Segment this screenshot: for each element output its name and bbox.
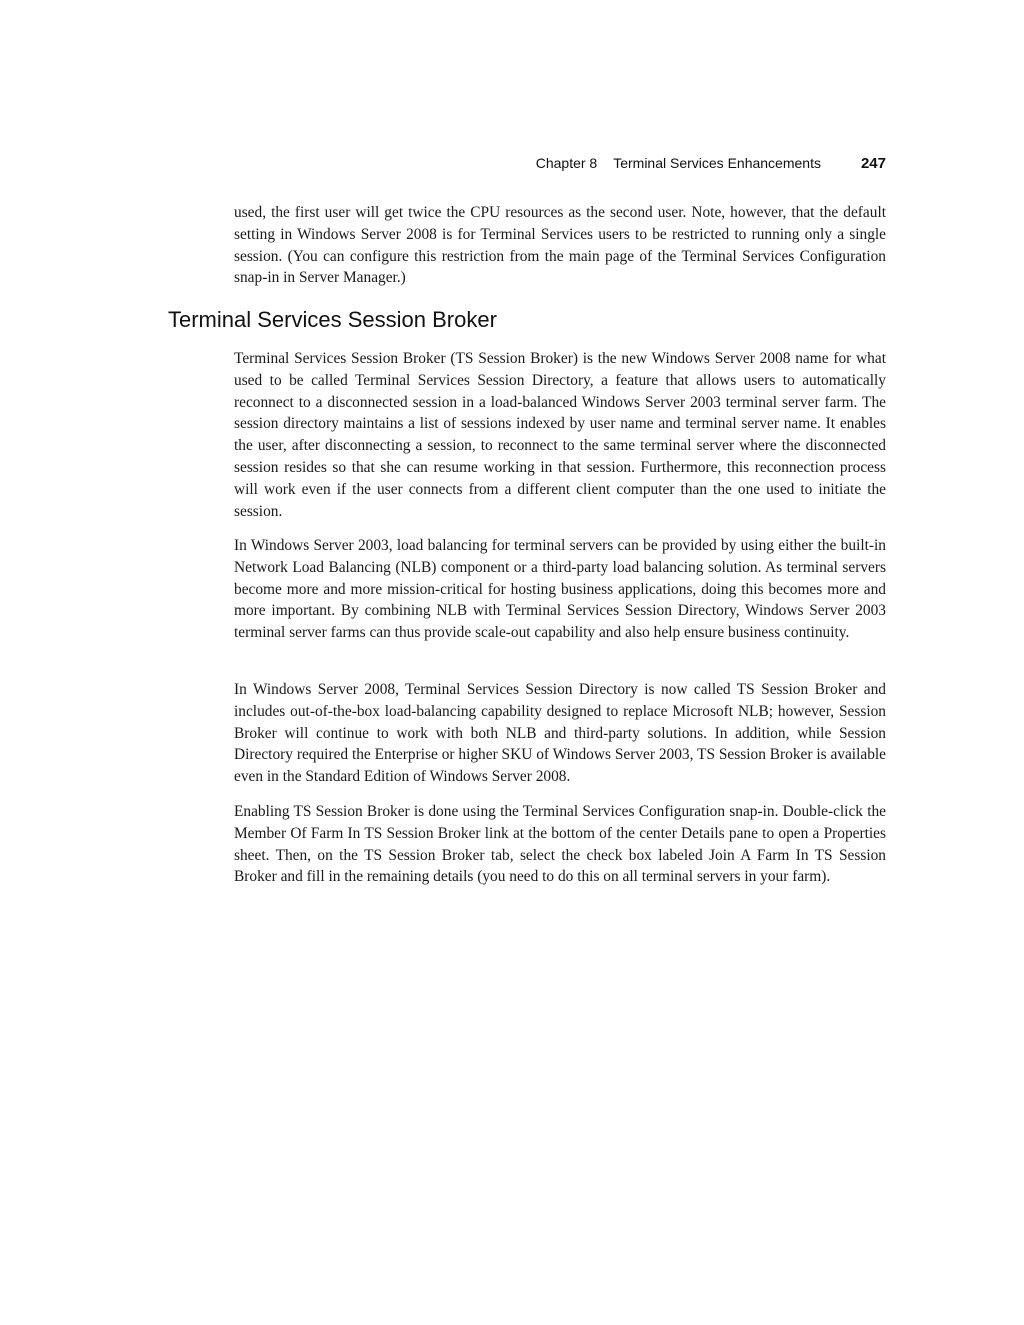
intro-paragraph: used, the first user will get twice the CPU resources as the second user. Note, however, that the default setting in Windows Server 2008 is for Terminal Services users to be restricted to running only a single session. (You can configure this restriction from the main page of the Terminal Services Configuration snap-in in Server Manager.) [234,204,886,287]
page-number: 247 [860,155,886,172]
section-heading: Terminal Services Session Broker [168,307,497,332]
paragraph-load-balancing-2003: In Windows Server 2003, load balancing for terminal servers can be provided by using either the built-in Network Load Balancing (NLB) component or a third-party load balancing solution. As terminal servers become more and more mission-critical for hosting business applications, doing this becomes more and more important. By combining NLB with Terminal Services Session Directory, Windows Server 2003 terminal server farms can thus provide scale-out capability and also help ensure business continuity. [234,537,886,642]
running-head [0,155,886,172]
paragraph-session-broker-overview: Terminal Services Session Broker (TS Session Broker) is the new Windows Server 2008 name for what used to be called Terminal Services Session Directory, a feature that allows users to automatically reconnect to a disconnected session in a load-balanced Windows Server 2003 terminal server farm. The session directory maintains a list of sessions indexed by user name and terminal server name. It enables the user, after disconnecting a session, to reconnect to the same terminal server where the disconnected session resides so that she can resume working in that session. Furthermore, this reconnection process will work even if the user connects from a different client computer than the one used to initiate the session. [234,350,886,520]
chapter-number: Chapter 8 [535,155,598,171]
chapter-title: Terminal Services Enhancements [613,155,821,171]
paragraph-enabling-session-broker: Enabling TS Session Broker is done using the Terminal Services Configuration snap-in. Double-click the Member Of Farm In TS Session Broker link at the bottom of the center Details pane to open a Properties sheet. Then, on the TS Session Broker tab, select the check box labeled Join A Farm In TS Session Broker and fill in the remaining details (you need to do this on all terminal servers in your farm). [234,803,886,886]
paragraph-session-broker-2008: In Windows Server 2008, Terminal Services Session Directory is now called TS Session Broker and includes out-of-the-box load-balancing capability designed to replace Microsoft NLB; however, Session Broker will continue to work with both NLB and third-party solutions. In addition, while Session Directory required the Enterprise or higher SKU of Windows Server 2003, TS Session Broker is available even in the Standard Edition of Windows Server 2008. [234,681,886,786]
